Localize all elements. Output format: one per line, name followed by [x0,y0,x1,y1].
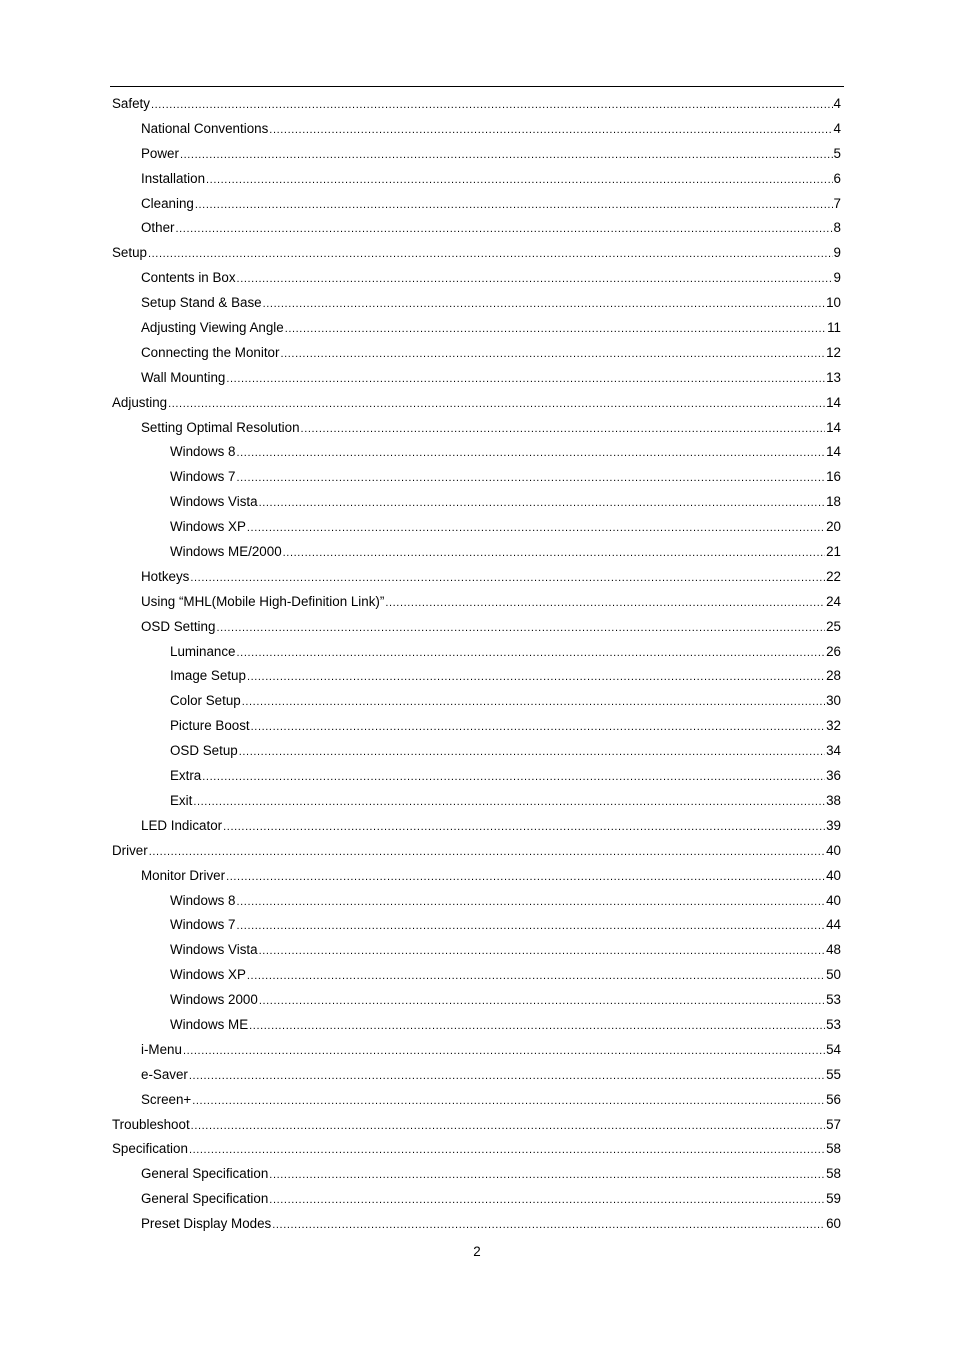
toc-entry-page: 38 [826,792,841,808]
toc-entry[interactable] [112,988,841,1013]
toc-entry-page: 59 [826,1191,841,1207]
toc-entry-page: 40 [826,867,841,883]
toc-entry[interactable] [112,1212,841,1237]
dot-leader [189,1064,825,1089]
toc-entry-title: Windows Vista [170,494,258,510]
dot-leader [148,242,833,267]
toc-entry-title: LED Indicator [141,817,223,833]
toc-entry-title: Specification [112,1141,188,1157]
toc-entry-title: Other [141,220,175,236]
toc-entry[interactable] [112,465,841,490]
dot-leader [249,1014,825,1039]
dot-leader [183,1039,825,1064]
toc-entry-title: Using “MHL(Mobile High-Definition Link)” [141,593,385,609]
toc-entry-title: National Conventions [141,120,269,136]
toc-entry-page: 7 [833,195,841,211]
toc-entry-title: i-Menu [141,1041,182,1057]
toc-entry-page: 53 [826,1016,841,1032]
toc-entry[interactable] [112,216,841,241]
toc-entry-title: Wall Mounting [141,369,226,385]
toc-entry-title: Windows ME [170,1016,249,1032]
dot-leader [237,441,826,466]
dot-leader [385,591,825,616]
toc-entry-title: Contents in Box [141,270,236,286]
toc-entry-page: 36 [826,768,841,784]
dot-leader [247,516,825,541]
toc-entry-page: 40 [826,892,841,908]
toc-entry-title: Picture Boost [170,718,250,734]
dot-leader [242,690,825,715]
dot-leader [192,1089,825,1114]
toc-entry[interactable] [112,1113,841,1138]
toc-entry-title: Windows 8 [170,444,236,460]
toc-entry-title: Windows 7 [170,917,236,933]
dot-leader [280,342,825,367]
toc-entry-title: Setup Stand & Base [141,295,262,311]
toc-entry-title: OSD Setup [170,743,238,759]
dot-leader [151,93,833,118]
toc-entry[interactable] [112,913,841,938]
toc-entry-title: Safety [112,96,150,111]
toc-entry-title: Setup [112,245,147,261]
toc-entry-title: Preset Display Modes [141,1216,272,1232]
dot-leader [216,616,825,641]
toc-entry-title: Image Setup [170,668,246,684]
toc-entry[interactable] [112,590,841,615]
toc-entry[interactable] [112,1088,841,1113]
dot-leader [202,765,825,790]
toc-entry-page: 26 [826,643,841,659]
toc-entry[interactable] [112,1013,841,1038]
toc-entry-page: 4 [833,120,841,136]
toc-entry-page: 40 [826,842,841,858]
toc-entry-title: Driver [112,842,148,858]
dot-leader [285,317,826,342]
toc-entry[interactable] [112,515,841,540]
toc-entry-page: 53 [826,992,841,1008]
toc-entry-title: Windows XP [170,967,246,983]
dot-leader [263,292,825,317]
toc-entry-title: Windows Vista [170,942,258,958]
toc-entry[interactable] [112,615,841,640]
dot-leader [189,1138,825,1163]
toc-entry-page: 22 [826,568,841,584]
toc-entry[interactable] [112,1038,841,1063]
dot-leader [239,740,825,765]
dot-leader [301,417,826,442]
toc-entry-page: 58 [826,1166,841,1182]
toc-entry-title: Power [141,145,179,161]
toc-entry-title: Screen+ [141,1091,192,1107]
toc-entry-page: 8 [833,220,841,236]
toc-entry-title: OSD Setting [141,618,216,634]
toc-entry-title: Setting Optimal Resolution [141,419,300,435]
dot-leader [269,1188,825,1213]
toc-entry-title: Exit [170,792,193,808]
toc-entry-title: Adjusting Viewing Angle [141,320,284,336]
dot-leader [237,466,826,491]
toc-entry-title: Connecting the Monitor [141,344,280,360]
toc-entry-page: 14 [826,419,841,435]
dot-leader [226,865,825,890]
toc-entry-page: 56 [826,1091,841,1107]
dot-leader [193,790,825,815]
dot-leader [269,1163,825,1188]
toc-entry-page: 24 [826,593,841,609]
toc-entry[interactable] [112,167,841,192]
dot-leader [149,840,825,865]
dot-leader [237,641,826,666]
toc-entry-page: 16 [826,469,841,485]
toc-entry[interactable] [112,689,841,714]
toc-entry[interactable] [112,640,841,665]
toc-entry-page: 39 [826,817,841,833]
toc-entry-page: 28 [826,668,841,684]
toc-entry-page: 50 [826,967,841,983]
toc-entry-page: 18 [826,494,841,510]
toc-entry[interactable] [112,764,841,789]
toc-entry-page: 44 [826,917,841,933]
dot-leader [237,890,826,915]
toc-entry-title: General Specification [141,1191,269,1207]
toc-entry-title: Windows 7 [170,469,236,485]
toc-entry[interactable] [112,1162,841,1187]
toc-entry[interactable] [112,1137,841,1162]
toc-entry-page: 32 [826,718,841,734]
toc-entry[interactable] [112,839,841,864]
toc-entry[interactable] [112,889,841,914]
dot-leader [190,566,825,591]
toc-entry-title: Installation [141,170,206,186]
toc-entry-page: 11 [827,320,841,336]
toc-entry[interactable] [112,864,841,889]
toc-entry[interactable] [112,440,841,465]
dot-leader [259,491,826,516]
toc-entry-page: 21 [826,544,841,560]
toc-entry-title: Luminance [170,643,236,659]
dot-leader [251,715,825,740]
toc-entry[interactable] [112,341,841,366]
page-number: 2 [473,1244,481,1259]
dot-leader [206,168,833,193]
toc-entry-page: 9 [833,270,841,286]
dot-leader [247,665,825,690]
toc-entry-title: Hotkeys [141,568,190,584]
toc-entry-page: 58 [826,1141,841,1157]
toc-entry-page: 25 [826,618,841,634]
toc-entry[interactable] [112,789,841,814]
toc-entry[interactable] [112,814,841,839]
toc-entry-page: 55 [826,1066,841,1082]
toc-entry[interactable] [112,963,841,988]
dot-leader [259,939,826,964]
toc-entry-title: Windows XP [170,519,246,535]
toc-entry-page: 5 [833,145,841,161]
dot-leader [168,392,825,417]
toc-entry-title: Troubleshoot [112,1116,190,1132]
toc-entry[interactable] [112,938,841,963]
toc-entry[interactable] [112,1187,841,1212]
toc-entry-page: 57 [826,1116,841,1132]
toc-entry[interactable] [112,490,841,515]
toc-entry-page: 9 [833,245,841,261]
toc-entry[interactable] [112,714,841,739]
top-rule [110,86,844,87]
toc-entry[interactable] [112,291,841,316]
toc-entry-title: Windows 2000 [170,992,258,1008]
dot-leader [283,541,825,566]
toc-entry[interactable] [112,1063,841,1088]
toc-entry[interactable] [112,739,841,764]
toc-entry[interactable] [112,142,841,167]
toc-entry-title: Monitor Driver [141,867,226,883]
toc-entry-page: 20 [826,519,841,535]
table-of-contents [112,92,841,1237]
dot-leader [180,143,833,168]
toc-entry[interactable] [112,266,841,291]
toc-entry-page: 54 [826,1041,841,1057]
toc-entry[interactable] [112,192,841,217]
toc-entry-page: 14 [826,394,841,410]
toc-entry[interactable] [112,92,841,117]
dot-leader [237,914,826,939]
toc-entry-page: 4 [833,96,841,111]
toc-entry-page: 12 [826,344,841,360]
dot-leader [269,118,832,143]
toc-entry-page: 48 [826,942,841,958]
dot-leader [259,989,825,1014]
toc-entry-page: 10 [826,295,841,311]
dot-leader [226,367,825,392]
toc-entry-title: Adjusting [112,394,168,410]
toc-entry-title: Color Setup [170,693,241,709]
toc-entry-title: Cleaning [141,195,194,211]
toc-entry-page: 14 [826,444,841,460]
toc-entry[interactable] [112,366,841,391]
dot-leader [191,1114,825,1139]
toc-entry[interactable] [112,117,841,142]
toc-entry[interactable] [112,241,841,266]
toc-entry-page: 60 [826,1216,841,1232]
dot-leader [223,815,825,840]
toc-entry[interactable] [112,391,841,416]
toc-entry-page: 34 [826,743,841,759]
toc-entry-page: 6 [833,170,841,186]
toc-entry[interactable] [112,416,841,441]
toc-entry-title: e-Saver [141,1066,188,1082]
dot-leader [237,267,833,292]
toc-entry[interactable] [112,540,841,565]
toc-entry-page: 30 [826,693,841,709]
toc-entry-page: 13 [826,369,841,385]
dot-leader [247,964,825,989]
toc-entry-title: General Specification [141,1166,269,1182]
dot-leader [176,217,833,242]
toc-entry-title: Windows 8 [170,892,236,908]
toc-entry[interactable] [112,565,841,590]
toc-entry[interactable] [112,316,841,341]
toc-entry[interactable] [112,664,841,689]
dot-leader [272,1213,825,1238]
toc-entry-title: Windows ME/2000 [170,544,282,560]
dot-leader [195,193,833,218]
toc-entry-title: Extra [170,768,202,784]
